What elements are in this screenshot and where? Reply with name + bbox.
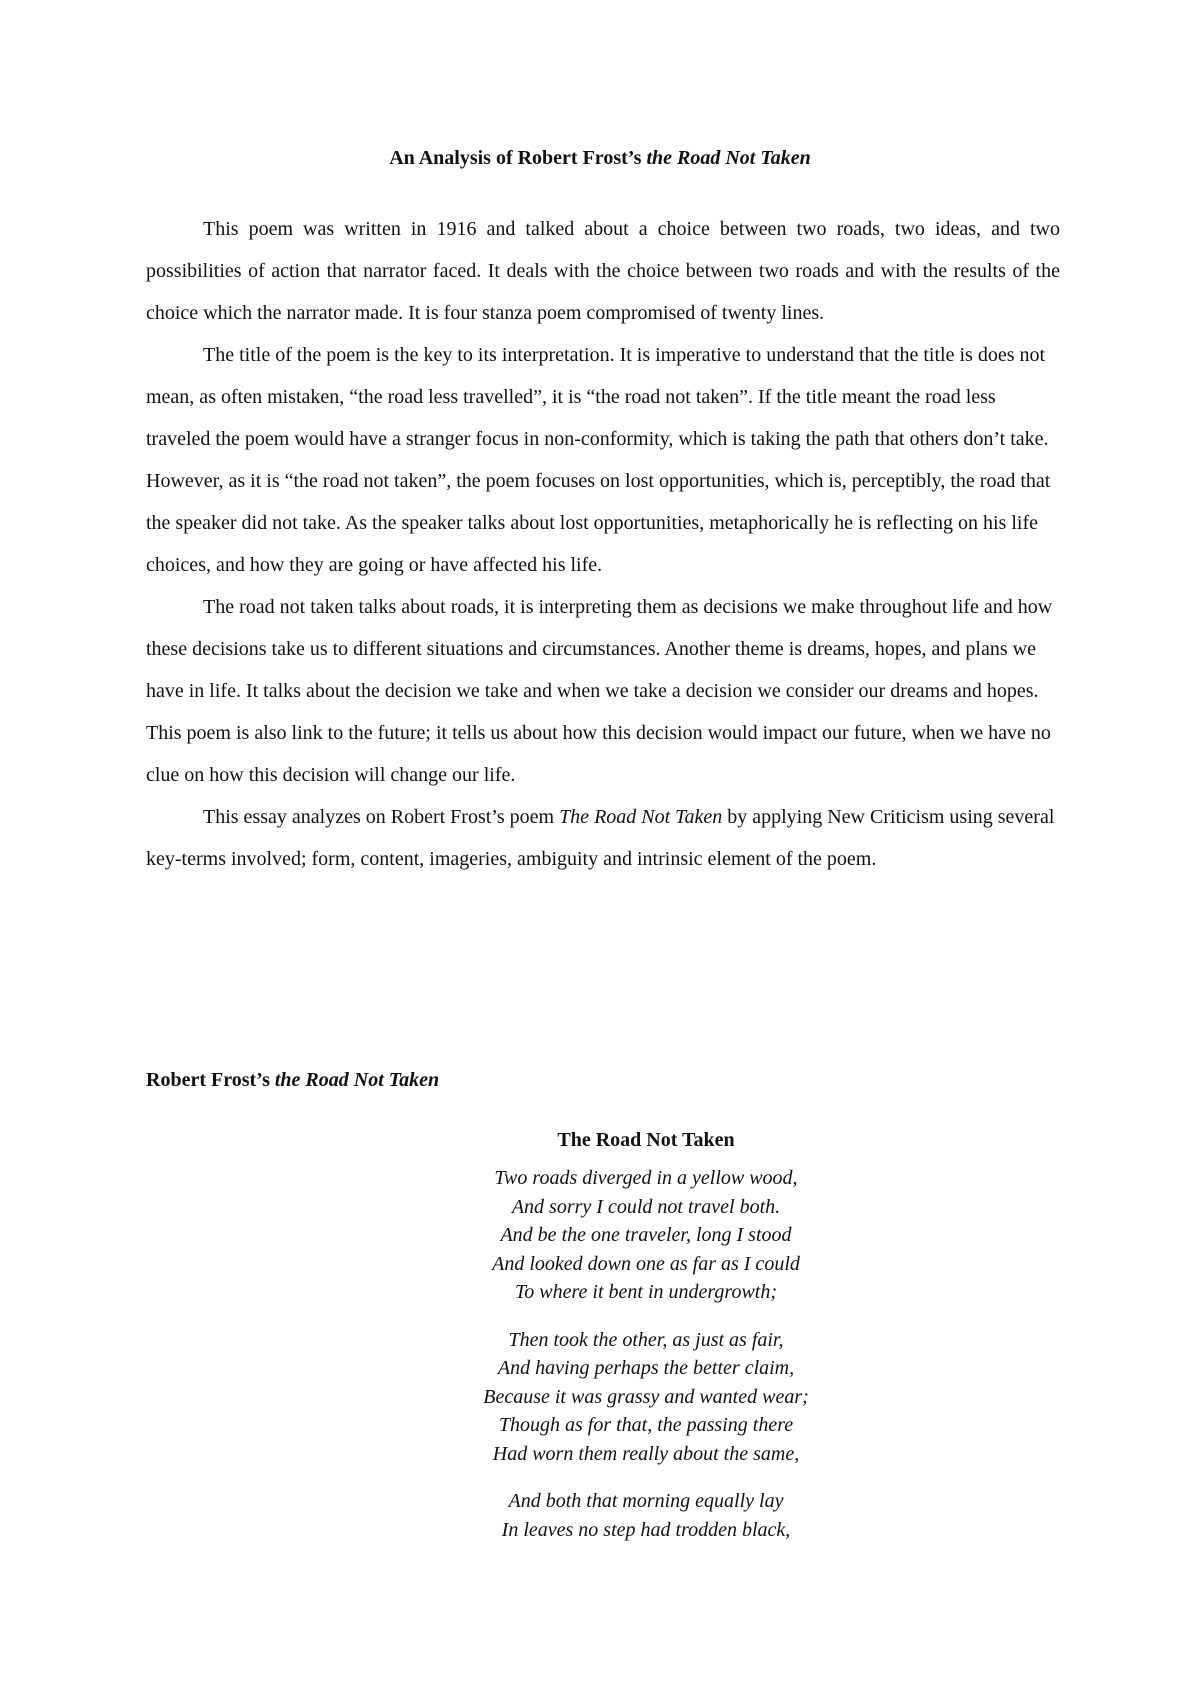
paragraph-1: This poem was written in 1916 and talked about a choice between two roads, two ideas, and two possibilities of action that narrator faced. It deals with the choice between two roads and with the results of the choice which the narrator made. It is four stanza poem compromised of twenty lines. [146, 218, 1060, 324]
paragraph-4-before: This essay analyzes on Robert Frost’s poem [203, 806, 560, 828]
essay-body [146, 208, 1060, 880]
poem-line: And sorry I could not travel both. [511, 1195, 781, 1218]
section-heading-prefix: Robert Frost’s [146, 1069, 275, 1091]
poem-stanza-2 [396, 1326, 896, 1469]
paragraph-4 [146, 796, 1060, 880]
paragraph-4-after: by applying New Criticism using several key-terms involved; form, content, imageries, ambiguity and intrinsic element of the poem. [146, 806, 1055, 870]
poem-stanza-1 [396, 1164, 896, 1307]
poem-line: And having perhaps the better claim, [497, 1357, 795, 1379]
poem-line: And be the one traveler, long I stood [500, 1224, 792, 1246]
poem-line: Though as for that, the passing there [498, 1414, 794, 1436]
poem-line: To where it bent in undergrowth; [514, 1281, 778, 1303]
document-title-prefix: An Analysis of Robert Frost’s [389, 147, 647, 169]
poem-line: Had worn them really about the same, [492, 1442, 800, 1465]
document-title-italic: the Road Not Taken [646, 147, 811, 169]
paragraph-3: The road not taken talks about roads, it is interpreting them as decisions we make throughout life and how these decisions take us to different situations and circumstances. Another theme is dreams, hopes, and plans we have in life. It talks about the decision we take and when we take a decision we consider our dreams and hopes. This poem is also link to the future; it tells us about how this decision would impact our future, when we have no clue on how this decision will change our life. [146, 596, 1053, 786]
section-heading [146, 1066, 439, 1094]
poem-line: Because it was grassy and wanted wear; [483, 1385, 809, 1408]
poem-line: And both that morning equally lay [508, 1490, 784, 1512]
poem-line: And looked down one as far as I could [492, 1252, 800, 1275]
poem-line: Then took the other, as just as fair, [508, 1328, 784, 1351]
poem [396, 1126, 896, 1563]
poem-title: The Road Not Taken [557, 1129, 735, 1151]
paragraph-2: The title of the poem is the key to its interpretation. It is imperative to understand that the title is does not mean, as often mistaken, “the road less travelled”, it is “the road not taken”. If the title meant the road less traveled the poem would have a stranger focus in non-conformity, which is taking the path that others don’t take. However, as it is “the road not taken”, the poem focuses on lost opportunities, which is, perceptibly, the road that the speaker did not take. As the speaker talks about lost opportunities, metaphorically he is reflecting on his life choices, and how they are going or have affected his life. [146, 344, 1051, 576]
poem-stanza-3 [396, 1487, 896, 1544]
poem-line: In leaves no step had trodden black, [501, 1518, 791, 1541]
document-title [0, 144, 1200, 172]
section-heading-italic: the Road Not Taken [274, 1069, 440, 1091]
poem-line: Two roads diverged in a yellow wood, [494, 1167, 798, 1189]
paragraph-4-italic: The Road Not Taken [559, 806, 723, 828]
